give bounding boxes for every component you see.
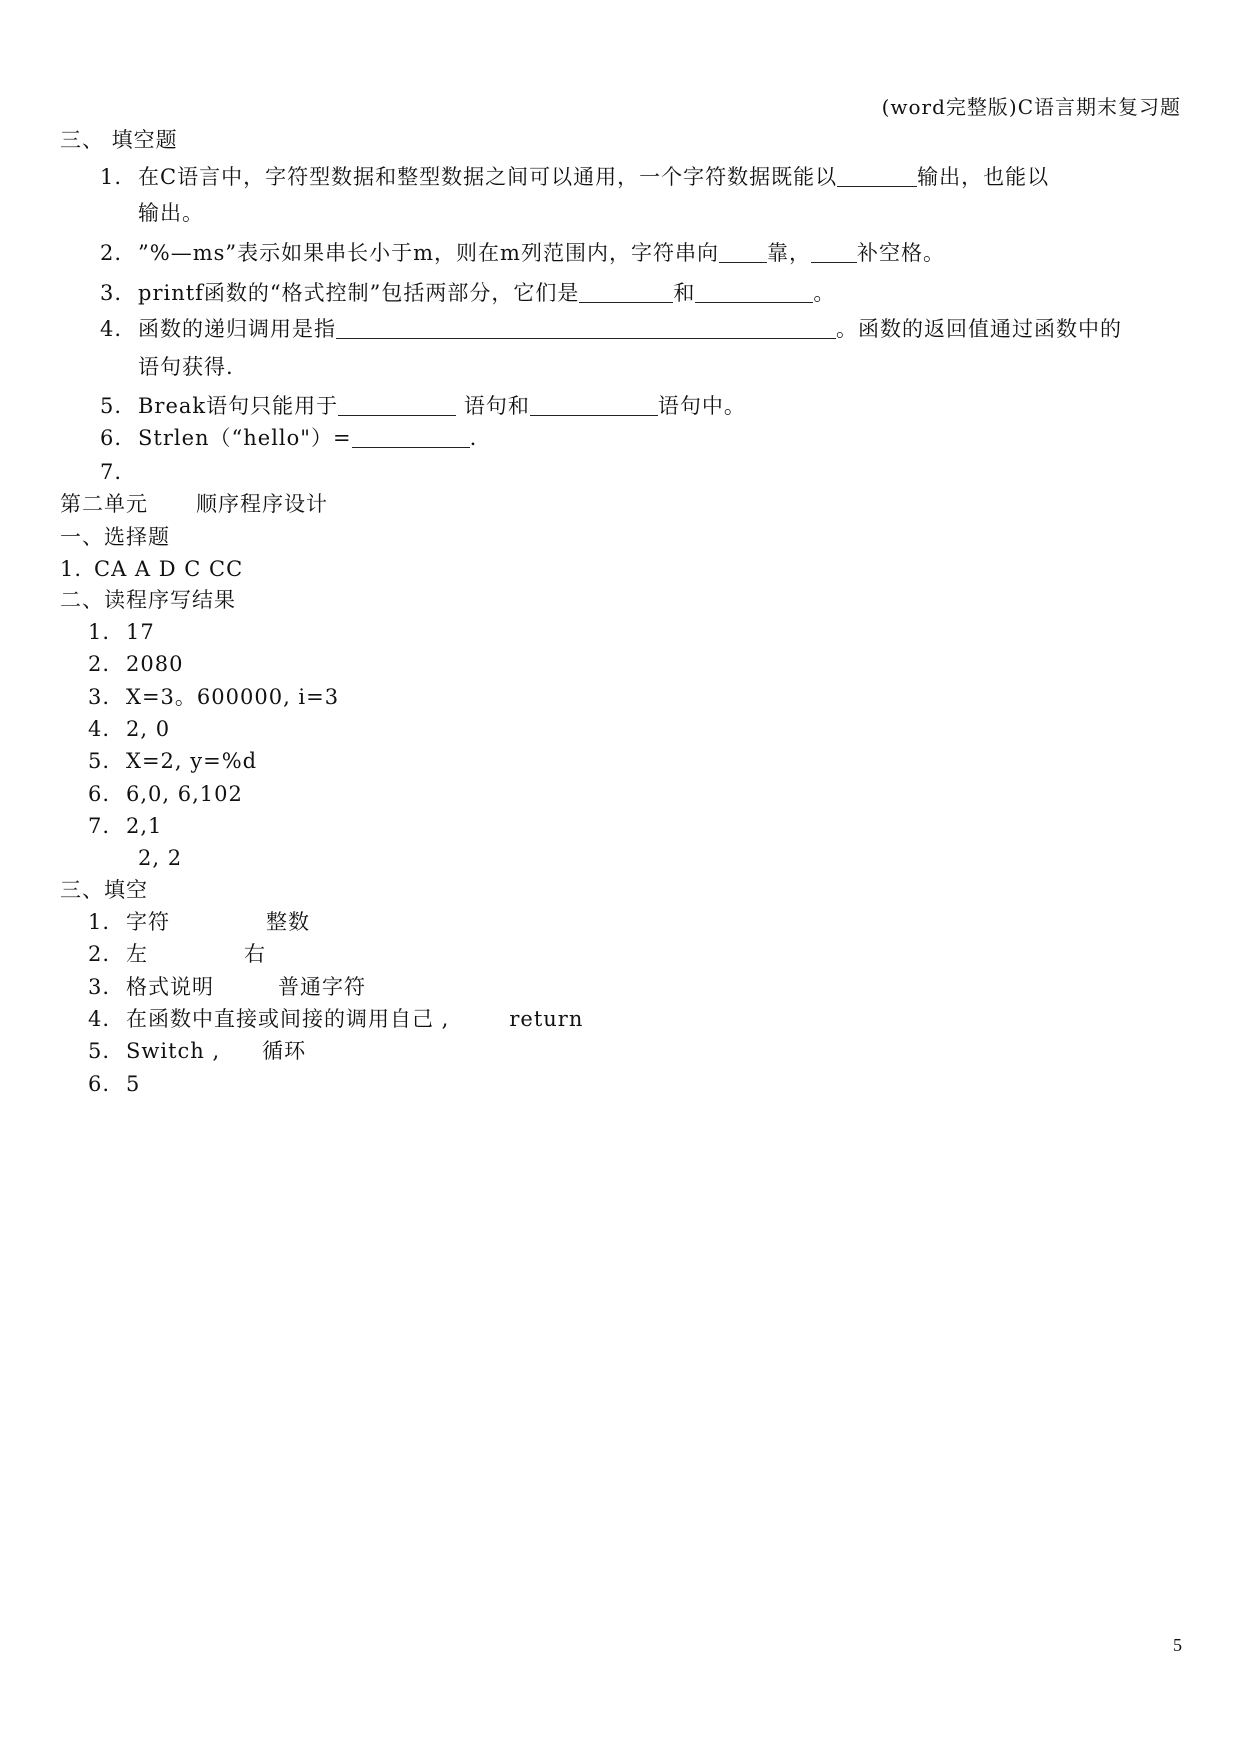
- unit-heading: [60, 492, 328, 517]
- answer-number: 5.: [88, 749, 111, 774]
- answer-text: 左: [126, 942, 148, 967]
- fill-answer-item: [88, 910, 310, 935]
- answer-number: 4.: [88, 716, 111, 741]
- answer-text: 5: [126, 1071, 141, 1096]
- fill-answer-item: [88, 1007, 583, 1032]
- answer-number: 5.: [88, 1039, 111, 1064]
- question-text: 。: [813, 281, 836, 305]
- page-header: (word完整版)C语言期末复习题: [881, 95, 1181, 119]
- question-text: 和: [673, 281, 696, 305]
- answer-text: Switch ,: [126, 1039, 221, 1064]
- question-number: 6.: [100, 426, 123, 450]
- answer-blank: [719, 240, 767, 263]
- question-1-continued: 输出。: [138, 201, 204, 225]
- answer-blank: [530, 393, 658, 416]
- answer-blank: [579, 280, 673, 303]
- question-4-continued: 语句获得.: [138, 355, 234, 379]
- answer-text-second: 循环: [262, 1039, 307, 1064]
- choice-text: CA A D C CC: [94, 557, 244, 581]
- question-text: ”%—ms”表示如果串长小于m，则在m列范围内，字符串向: [138, 241, 719, 265]
- answer-text: X=3。600000, i=3: [126, 684, 340, 709]
- fill-answer-item: [88, 1072, 140, 1097]
- read-answer-item: [88, 814, 162, 839]
- answer-number: 6.: [88, 1071, 111, 1096]
- question-number: 7.: [100, 460, 123, 484]
- question-text: 补空格。: [856, 241, 945, 265]
- question-text: .: [469, 426, 478, 450]
- answer-number: 6.: [88, 781, 111, 806]
- question-5: [100, 393, 746, 419]
- fill-answer-item: [88, 1039, 306, 1064]
- question-number: 1.: [100, 165, 123, 189]
- answer-blank: [338, 393, 456, 416]
- answer-text: 6,0, 6,102: [126, 781, 243, 806]
- fill-answer-item: [88, 975, 366, 1000]
- answer-blank: [695, 280, 813, 303]
- answer-text: 2,1: [126, 813, 163, 838]
- answer-blank: [336, 316, 836, 339]
- answer-text: 在函数中直接或间接的调用自己 ,: [126, 1006, 450, 1031]
- question-number: 5.: [100, 394, 123, 418]
- answer-number: 7.: [88, 813, 111, 838]
- fill-answer-item: [88, 942, 266, 967]
- question-text: Strlen（“hello"）=: [138, 426, 352, 450]
- answer-blank: [352, 425, 470, 448]
- section-title-read-program: 二、读程序写结果: [60, 588, 236, 612]
- answer-number: 1.: [88, 910, 111, 934]
- question-text: 在C语言中，字符型数据和整型数据之间可以通用，一个字符数据既能以: [138, 165, 838, 189]
- question-1: [100, 164, 1049, 190]
- question-text: 靠，: [766, 241, 811, 265]
- answer-text-second: 整数: [266, 910, 310, 934]
- section-title-fill-questions: 三、 填空题: [60, 128, 178, 152]
- answer-blank: [811, 240, 857, 263]
- read-answer-item: [88, 620, 155, 645]
- unit-title: 第二单元: [60, 492, 148, 516]
- question-2: [100, 240, 945, 266]
- section-title-fill-answers: 三、填空: [60, 878, 148, 902]
- answer-number: 3.: [88, 974, 111, 999]
- answer-number: 1.: [88, 620, 111, 644]
- read-answer-item: [88, 685, 339, 710]
- choice-answers: [60, 557, 243, 582]
- answer-blank: [837, 164, 917, 187]
- read-answer-extra: 2, 2: [138, 846, 183, 870]
- question-number: 3.: [100, 281, 123, 305]
- question-3: [100, 280, 835, 306]
- answer-number: 3.: [88, 684, 111, 709]
- question-text: 函数的递归调用是指: [138, 317, 336, 341]
- answer-text: 17: [126, 620, 155, 644]
- answer-text: 格式说明: [126, 974, 214, 999]
- read-answer-item: [88, 749, 257, 774]
- page-number: 5: [1173, 1635, 1183, 1655]
- question-text: 语句中。: [657, 394, 746, 418]
- question-text: 语句和: [456, 394, 530, 418]
- answer-text-second: return: [509, 1006, 584, 1031]
- question-6: [100, 425, 477, 451]
- question-7: [100, 460, 138, 485]
- answer-number: 4.: [88, 1006, 111, 1031]
- choice-number: 1.: [60, 557, 83, 581]
- read-answer-item: [88, 717, 170, 742]
- answer-text-second: 普通字符: [278, 974, 366, 999]
- answer-number: 2.: [88, 652, 111, 677]
- unit-subtitle: 顺序程序设计: [196, 492, 328, 516]
- answer-text: X=2, y=%d: [126, 749, 258, 774]
- question-text: Break语句只能用于: [138, 394, 339, 418]
- answer-number: 2.: [88, 942, 111, 967]
- answer-text: 2, 0: [126, 716, 171, 741]
- answer-text: 字符: [126, 910, 170, 934]
- question-text: printf函数的“格式控制”包括两部分，它们是: [138, 281, 580, 305]
- question-text: 输出，也能以: [917, 165, 1050, 189]
- question-number: 2.: [100, 241, 123, 265]
- answer-text: 2080: [126, 652, 184, 677]
- question-4: [100, 316, 1122, 342]
- read-answer-item: [88, 782, 243, 807]
- answer-text-second: 右: [244, 942, 266, 967]
- question-text: 。函数的返回值通过函数中的: [836, 317, 1122, 341]
- question-number: 4.: [100, 317, 123, 341]
- section-title-choice: 一、选择题: [60, 525, 170, 549]
- read-answer-item: [88, 652, 183, 677]
